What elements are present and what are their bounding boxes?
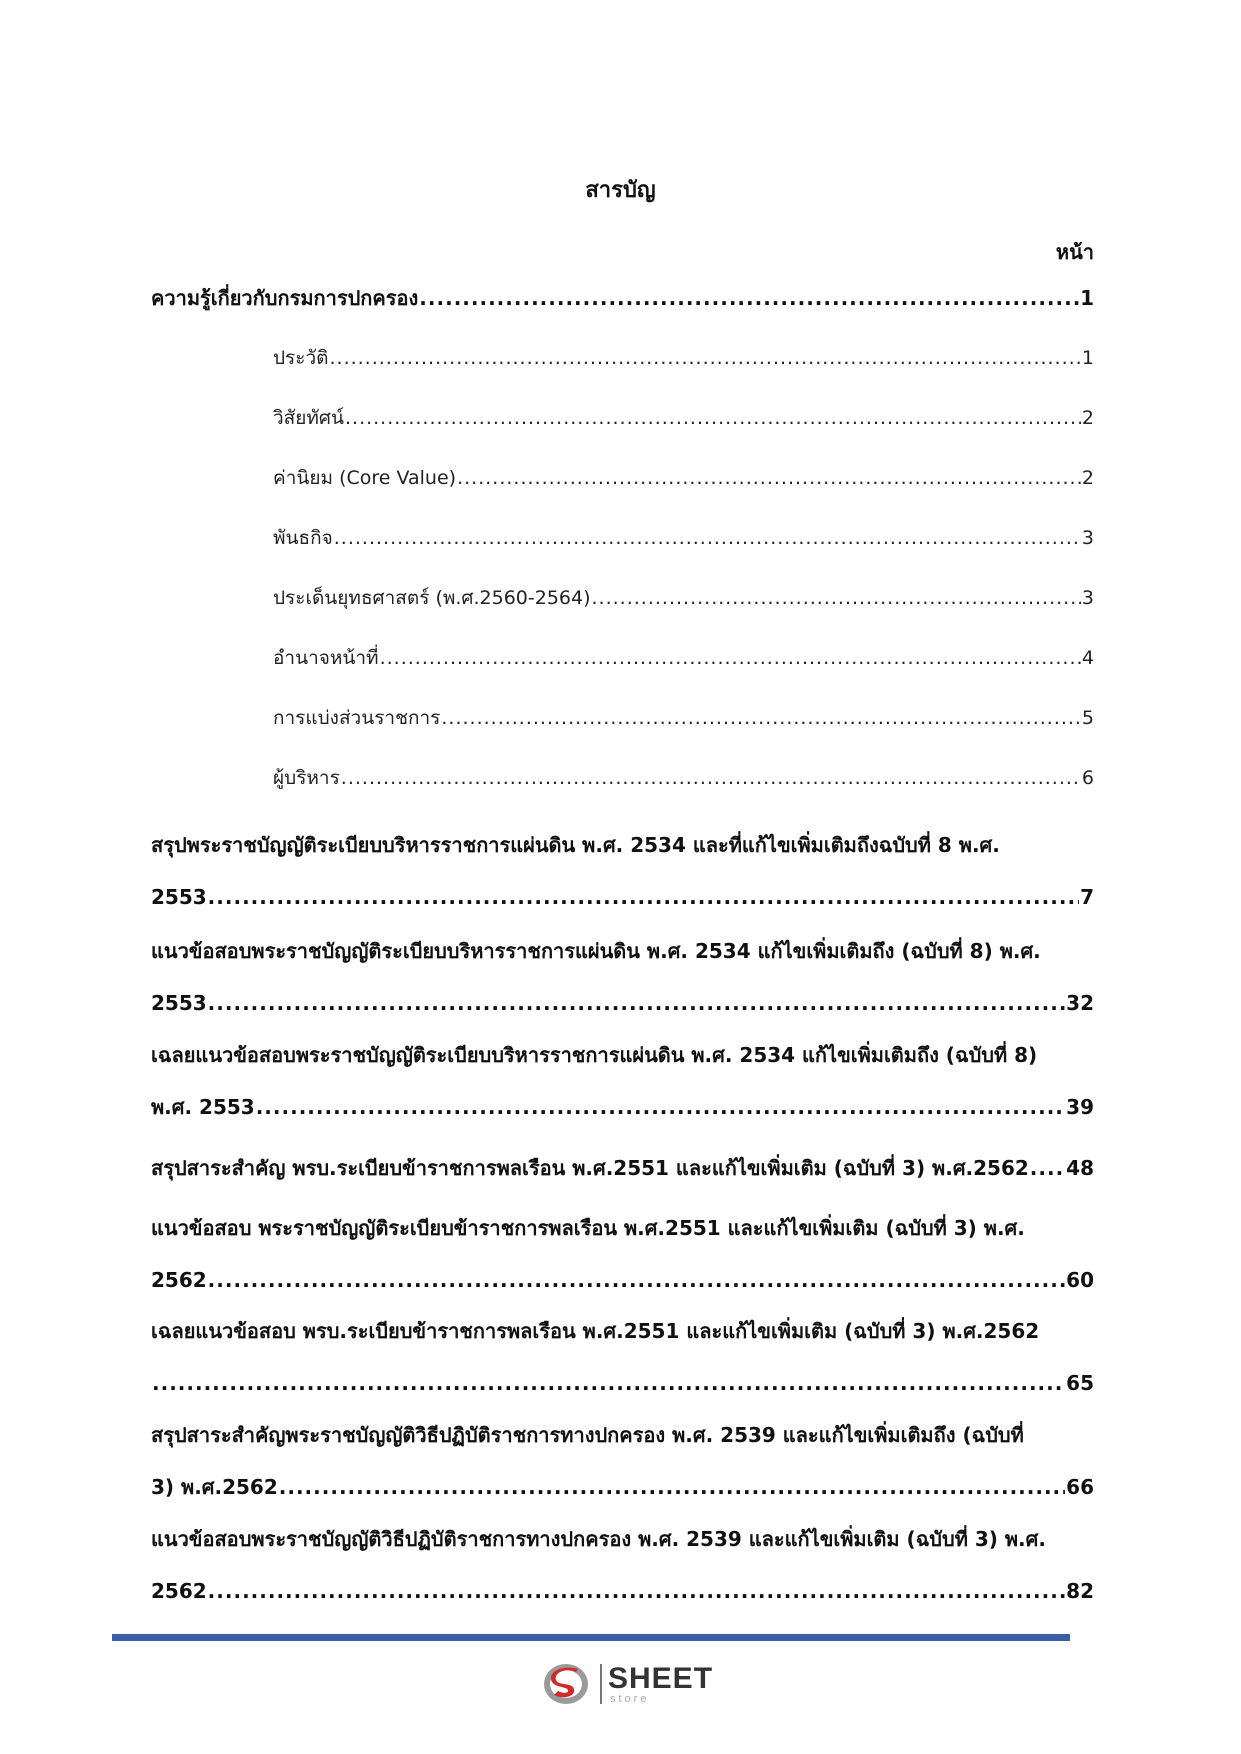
dot-leader xyxy=(1030,1142,1065,1194)
toc-title: สารบัญ xyxy=(585,178,656,203)
toc-entry-text-cont: พ.ศ. 2553 xyxy=(151,1095,255,1119)
toc-entry-text: ค่านิยม (Core Value) xyxy=(273,467,457,489)
sheet-store-logo xyxy=(542,1660,713,1708)
toc-entry-text: ประวัติ xyxy=(273,347,329,369)
toc-entry-text: ความรู้เกี่ยวกับกรมการปกครอง xyxy=(151,286,419,310)
toc-entry-main[interactable] xyxy=(151,1029,1094,1133)
toc-entry-sub[interactable] xyxy=(273,452,1094,504)
toc-page-number: 32 xyxy=(1066,991,1094,1015)
toc-page-number: 5 xyxy=(1081,707,1094,729)
toc-entry-main[interactable] xyxy=(151,925,1094,1029)
toc-entry-main[interactable] xyxy=(151,819,1094,923)
toc-entry-text: แนวข้อสอบ พระราชบัญญัติระเบียบข้าราชการพลเรือน พ.ศ.2551 และแก้ไขเพิ่มเติม (ฉบับที่ 3) พ.ศ. xyxy=(151,1216,1025,1240)
toc-entry-text: แนวข้อสอบพระราชบัญญัติระเบียบบริหารราชการแผ่นดิน พ.ศ. 2534 แก้ไขเพิ่มเติมถึง (ฉบับที่ 8) พ.ศ. xyxy=(151,939,1041,963)
toc-entry-sub[interactable] xyxy=(273,632,1094,684)
toc-entry-main[interactable] xyxy=(151,1513,1094,1617)
toc-entry-text: สรุปพระราชบัญญัติระเบียบบริหารราชการแผ่นดิน พ.ศ. 2534 และที่แก้ไขเพิ่มเติมถึงฉบับที่ 8 พ.ศ. xyxy=(151,833,1000,857)
dot-leader xyxy=(380,632,1081,684)
dot-leader xyxy=(334,512,1081,564)
toc-page-number: 65 xyxy=(1066,1371,1094,1395)
logo-brand-text: SHEET xyxy=(608,1661,714,1695)
toc-entry-text-cont: 2562 xyxy=(151,1268,207,1292)
toc-entry-sub[interactable] xyxy=(273,752,1094,804)
toc-entry-main[interactable] xyxy=(151,1305,1094,1409)
toc-entry-text: การแบ่งส่วนราชการ xyxy=(273,707,441,729)
toc-entry-sub[interactable] xyxy=(273,572,1094,624)
toc-page-number: 7 xyxy=(1080,885,1094,909)
toc-entry-main[interactable] xyxy=(151,1202,1094,1306)
sheet-store-logo-icon xyxy=(542,1660,594,1708)
toc-page-number: 82 xyxy=(1066,1579,1094,1603)
toc-page-number: 39 xyxy=(1066,1095,1094,1119)
dot-leader xyxy=(279,1461,1065,1513)
toc-entry-text: เฉลยแนวข้อสอบพระราชบัญญัติระเบียบบริหารราชการแผ่นดิน พ.ศ. 2534 แก้ไขเพิ่มเติมถึง (ฉบับที่ 8) xyxy=(151,1043,1038,1067)
toc-page-number: 1 xyxy=(1080,286,1094,310)
logo-brand-subtext: store xyxy=(610,1692,650,1705)
page-column-header: หน้า xyxy=(1055,240,1094,264)
toc-page-number: 6 xyxy=(1081,767,1094,789)
toc-entry-text: ประเด็นยุทธศาสตร์ (พ.ศ.2560-2564) xyxy=(273,587,591,609)
dot-leader xyxy=(208,871,1079,923)
toc-entry-sub[interactable] xyxy=(273,392,1094,444)
dot-leader xyxy=(441,692,1081,744)
toc-entry-text: วิสัยทัศน์ xyxy=(273,407,344,429)
toc-page-number: 3 xyxy=(1081,527,1094,549)
toc-entry-text-cont: 2553 xyxy=(151,885,207,909)
dot-leader xyxy=(329,332,1080,384)
toc-entry-main[interactable] xyxy=(151,272,1094,324)
dot-leader xyxy=(341,752,1081,804)
toc-entry-text: แนวข้อสอบพระราชบัญญัติวิธีปฏิบัติราชการทางปกครอง พ.ศ. 2539 และแก้ไขเพิ่มเติม (ฉบับที่ 3) พ.ศ. xyxy=(151,1527,1046,1551)
dot-leader xyxy=(208,1254,1065,1306)
toc-entry-text-cont: 3) พ.ศ.2562 xyxy=(151,1475,278,1499)
toc-entry-text: สรุปสาระสำคัญพระราชบัญญัติวิธีปฏิบัติราชการทางปกครอง พ.ศ. 2539 และแก้ไขเพิ่มเติมถึง (ฉบับที่ xyxy=(151,1423,1024,1447)
toc-page-number: 66 xyxy=(1066,1475,1094,1499)
toc-entry-sub[interactable] xyxy=(273,332,1094,384)
toc-page-number: 60 xyxy=(1066,1268,1094,1292)
toc-entry-text-cont: 2553 xyxy=(151,991,207,1015)
dot-leader xyxy=(208,1565,1065,1617)
dot-leader xyxy=(152,1357,1065,1409)
toc-entry-text: อำนาจหน้าที่ xyxy=(273,647,379,669)
dot-leader xyxy=(256,1081,1065,1133)
toc-entry-text: สรุปสาระสำคัญ พรบ.ระเบียบข้าราชการพลเรือน พ.ศ.2551 และแก้ไขเพิ่มเติม (ฉบับที่ 3) พ.ศ.2562 xyxy=(151,1156,1029,1180)
footer-rule xyxy=(112,1634,1070,1641)
dot-leader xyxy=(592,572,1081,624)
toc-page-number: 1 xyxy=(1081,347,1094,369)
toc-entry-main[interactable] xyxy=(151,1142,1094,1194)
toc-entry-main[interactable] xyxy=(151,1409,1094,1513)
toc-entry-sub[interactable] xyxy=(273,512,1094,564)
dot-leader xyxy=(419,272,1079,324)
toc-entry-text-cont: 2562 xyxy=(151,1579,207,1603)
toc-page-number: 2 xyxy=(1081,467,1094,489)
toc-page-number: 2 xyxy=(1081,407,1094,429)
toc-page-number: 4 xyxy=(1081,647,1094,669)
toc-entry-text: เฉลยแนวข้อสอบ พรบ.ระเบียบข้าราชการพลเรือน พ.ศ.2551 และแก้ไขเพิ่มเติม (ฉบับที่ 3) พ.ศ.2562 xyxy=(151,1319,1040,1343)
toc-page-number: 3 xyxy=(1081,587,1094,609)
toc-entry-text: พันธกิจ xyxy=(273,527,333,549)
toc-entry-sub[interactable] xyxy=(273,692,1094,744)
dot-leader xyxy=(457,452,1081,504)
toc-entry-text: ผู้บริหาร xyxy=(273,767,340,789)
dot-leader xyxy=(208,977,1065,1029)
logo-separator xyxy=(600,1664,602,1704)
dot-leader xyxy=(345,392,1081,444)
toc-page-number: 48 xyxy=(1066,1156,1094,1180)
